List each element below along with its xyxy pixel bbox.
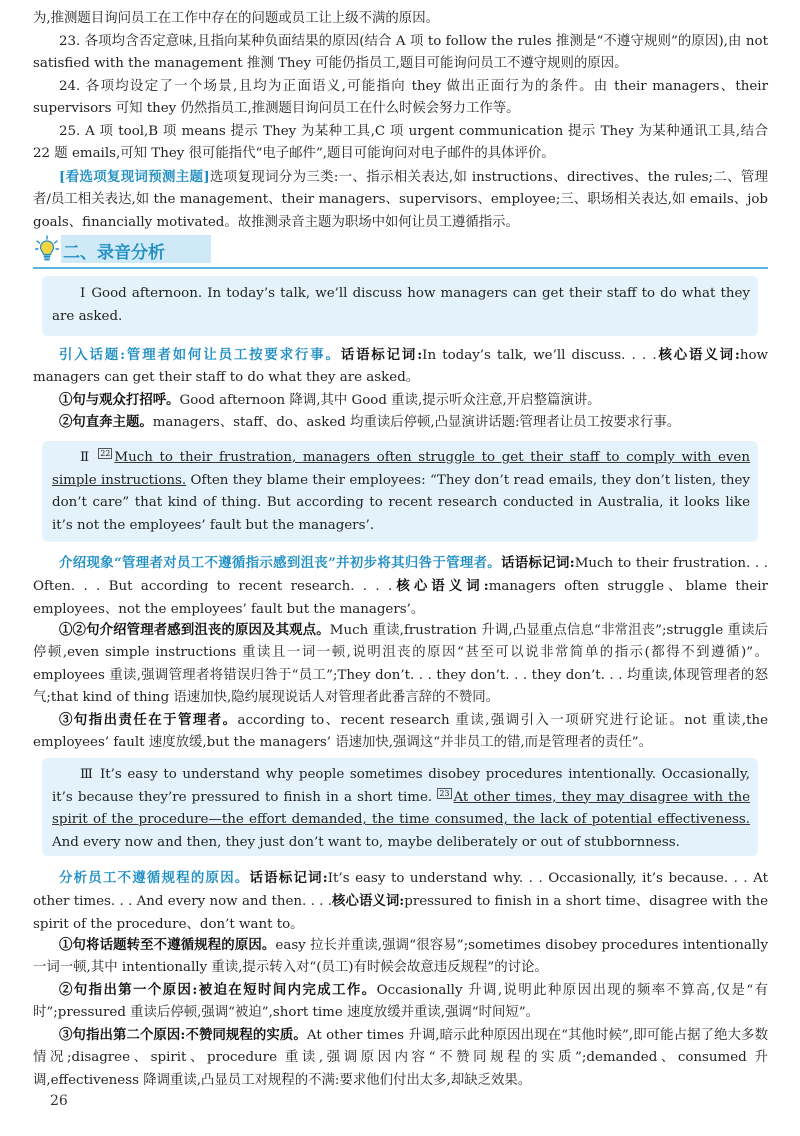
section-header — [33, 233, 768, 269]
analysis-3-summary: 分析员工不遵循规程的原因。话语标记词:It’s easy to understand why. . . Occasionally, it’s because. . . At other times. . . And every now and then. . . .核心语义词:pressured to finish in a short time、disagree with the spirit of the procedure、don’t want to。 — [33, 870, 768, 932]
analysis-1-summary: 引入话题:管理者如何让员工按要求行事。话语标记词:In today’s talk, we’ll discuss. . . .核心语义词:how managers can get their staff to do what they are asked。 — [33, 347, 768, 386]
transcript-paragraph-3: Ⅲ It’s easy to understand why people sometimes disobey procedures intentionally. Occasionally, it’s because they’re pressured to finish in a short time. $^{23}$ At other times, they may disagree with the spirit of the procedure—the effort demanded, the time consumed, the lack of potential effectiveness. And every now and then, they just don’t want to, maybe deliberately or out of stubbornness. — [42, 758, 758, 856]
summary-label: [看选项复现词预测主题] — [59, 169, 210, 185]
option-analysis-25: 25. A 项 tool,B 项 means 提示 They 为某种工具,C 项 urgent communication 提示 They 为某种通讯工具,结合 22 题 emails,可知 They 很可能指代“电子邮件”,题目可能询问对电子邮件的具体评价。 — [33, 124, 768, 162]
analysis-1-note-1: ①句与观众打招呼。Good afternoon 降调,其中 Good 重读,提示听众注意,开启整篇演讲。 — [59, 392, 601, 408]
analysis-1-note-2: ②句直奔主题。managers、staff、do、asked 均重读后停顿,凸显演讲话题:管理者让员工按要求行事。 — [59, 414, 681, 430]
paragraph-numeral: Ⅰ — [80, 286, 87, 301]
analysis-3-note-3: ③句指出第二个原因:不赞同规程的实质。At other times 升调,暗示此种原因出现在“其他时候”,即可能占据了绝大多数情况;disagree、spirit、procedure 重读,强调原因内容“不赞同规程的实质”;demanded、consumed 升调,effectiveness 降调重读,凸显员工对规程的不满:要求他们付出太多,却缺乏效果。 — [33, 1027, 768, 1088]
answer-underline: At other times, they may disagree with the spirit of the procedure—the effort demanded, the time consumed, the lack of potential effectiveness. — [52, 789, 751, 828]
option-analysis-23: 23. 各项均含否定意味,且指向某种负面结果的原因(结合 A 项 to follow the rules 推测是“不遵守规则”的原因),由 not satisfied with the management 推测 They 可能仍指员工,题目可能询问员工不遵守规则的原因。 — [33, 34, 768, 72]
analysis-2-note-1: ①②句介绍管理者感到沮丧的原因及其观点。Much 重读,frustration 升调,凸显重点信息“非常沮丧”;struggle 重读后停顿,even simple instructions 重读且一词一顿,说明沮丧的原因“甚至可以说非常简单的指示(都得不到遵循)”。employees 重读,强调管理者将错误归咎于“员工”;They don’t. . . they don’t. . . they don’t. . . 均重读,体现管理者的怒气;that kind of thing 语速加快,隐约展现说话人对管理者此番言辞的不赞同。 — [33, 622, 769, 706]
transcript-text: Good afternoon. In today’s talk, we’ll discuss how managers can get their staff to do what they are asked. — [52, 286, 751, 324]
transcript-paragraph-1 — [42, 276, 758, 336]
analysis-3-note-1: ①句将话题转至不遵循规程的原因。easy 拉长并重读,强调“很容易”;sometimes disobey procedures intentionally 一词一顿,其中 intentionally 重读,提示转入对“(员工)有时候会故意违反规程”的讨论。 — [33, 937, 769, 976]
question-number-badge: 22 — [100, 449, 111, 458]
section-title: 二、录音分析 — [63, 243, 165, 263]
prediction-summary: [看选项复现词预测主题]选项复现词分为三类:一、指示相关表达,如 instructions、directives、the rules;二、管理者/员工相关表达,如 the management、their managers、supervisors、employee;三、职场相关表达,如 emails、job goals、financially motivated。故推测录音主题为职场中如何让员工遵循指示。 — [33, 169, 769, 230]
question-number-badge: 23 — [439, 788, 450, 798]
option-analysis-24: 24. 各项均设定了一个场景,且均为正面语义,可能指向 they 做出正面行为的条件。由 their managers、their supervisors 可知 they 仍然指员工,推测题目询问员工在什么时候会努力工作等。 — [33, 79, 768, 117]
answer-underline: Much to their frustration, managers often struggle to get their staff to comply with even simple instructions. — [52, 450, 750, 488]
page-number: 26 — [50, 1093, 68, 1109]
analysis-2-note-3: ③句指出责任在于管理者。according to、recent research 重读,强调引入一项研究进行论证。not 重读,the employees’ fault 速度放缓,but the managers’ 语速加快,强调这“并非员工的错,而是管理者的责任”。 — [33, 712, 769, 751]
intro-line: 为,推测题目询问员工在工作中存在的问题或员工让上级不满的原因。 — [33, 11, 439, 26]
analysis-2-summary: 介绍现象“管理者对员工不遵循指示感到沮丧”并初步将其归咎于管理者。话语标记词:Much to their frustration. . . Often. . . But according to recent research. . . .核心语义词:managers often struggle、blame their employees、not the employees’ fault but the managers’。 — [33, 555, 769, 617]
transcript-paragraph-2: Ⅱ $^{22}$ Much to their frustration, managers often struggle to get their staff to comply with even simple instructions. Often they blame their employees: “They don’t read emails, they don’t listen, they don’t care” that kind of thing. But according to recent research conducted in Australia, it looks like it’s not the employees’ fault but the managers’. — [42, 441, 758, 542]
lightbulb-icon — [35, 235, 59, 263]
analysis-3-note-2: ②句指出第一个原因:被迫在短时间内完成工作。Occasionally 升调,说明此种原因出现的频率不算高,仅是“有时”;pressured 重读后停顿,强调“被迫”,short time 速度放缓并重读,强调“时间短”。 — [33, 982, 768, 1021]
